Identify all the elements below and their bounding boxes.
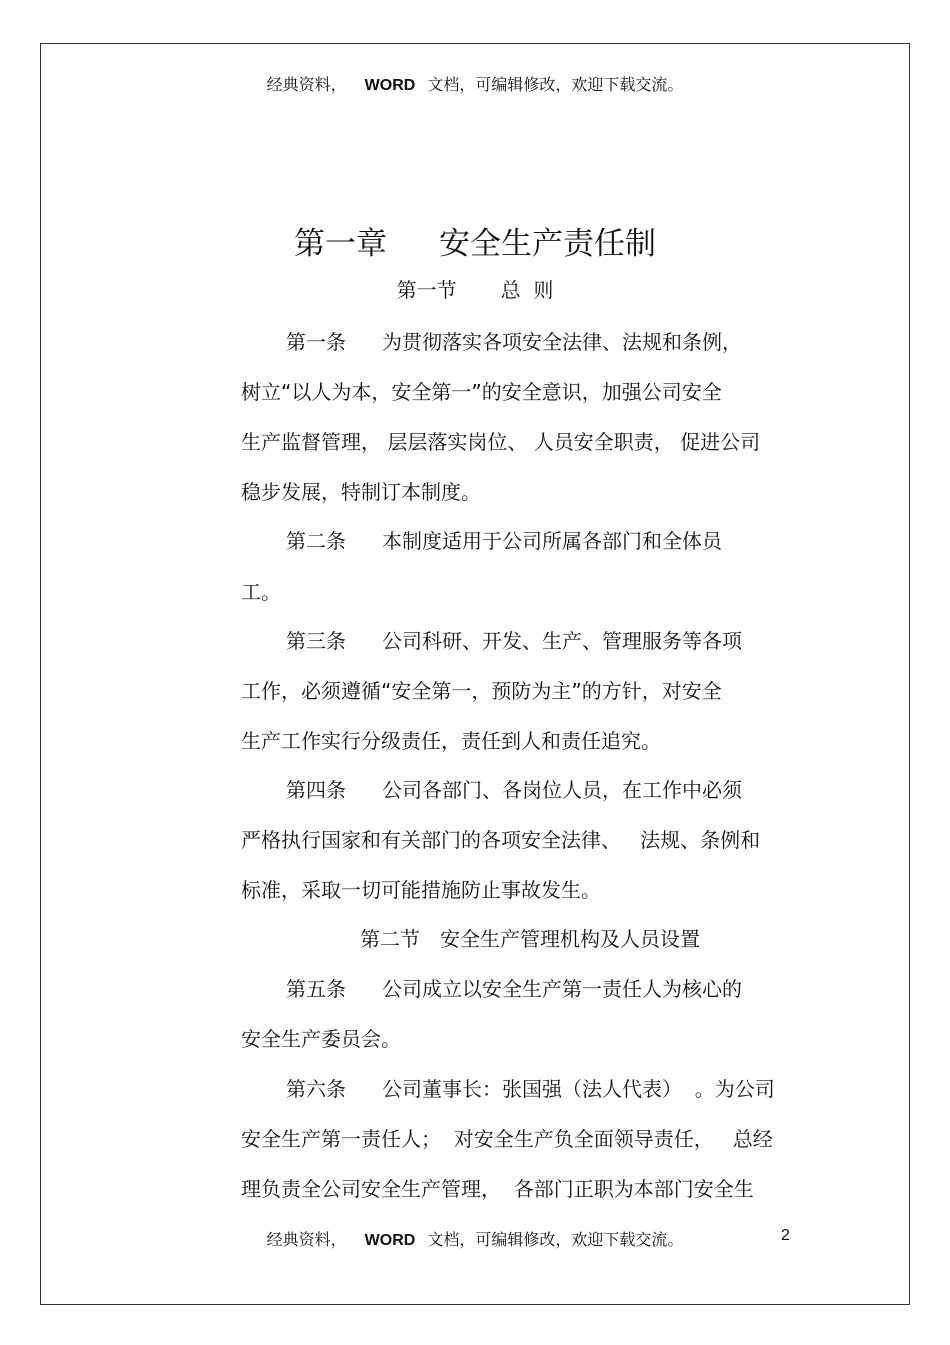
header-word: WORD xyxy=(364,77,416,94)
article-text: 公司科研、开发、生产、管理服务等各项 xyxy=(382,629,742,653)
section-heading-2 xyxy=(55,923,950,952)
article-6-line-3: 理负责全公司安全生产管理， 各部门正职为本部门安全生 xyxy=(241,1177,754,1201)
header-text-pre: 经典资料， xyxy=(266,75,347,94)
footer-word: WORD xyxy=(364,1232,416,1249)
article-label: 第三条 xyxy=(286,629,346,653)
article-3-line-2: 工作，必须遵循“安全第一，预防为主”的方针，对安全 xyxy=(241,679,722,703)
chapter-name: 安全生产责任制 xyxy=(439,226,656,262)
article-label: 第六条 xyxy=(286,1077,346,1101)
section-title: 总 则 xyxy=(500,278,554,302)
article-3-line-1 xyxy=(286,625,742,654)
article-text: 公司成立以安全生产第一责任人为核心的 xyxy=(382,977,742,1001)
footer-text-post: 文档，可编辑修改，欢迎下载交流。 xyxy=(427,1230,684,1249)
chapter-title xyxy=(0,218,950,263)
article-2-line-1 xyxy=(286,525,722,554)
section-title: 安全生产管理机构及人员设置 xyxy=(440,927,700,951)
article-2-line-2: 工。 xyxy=(241,580,281,604)
article-6-line-1 xyxy=(286,1073,775,1102)
article-1-line-2: 树立“以人为本，安全第一”的安全意识，加强公司安全 xyxy=(241,380,722,404)
article-5-line-1 xyxy=(286,973,742,1002)
page-number: 2 xyxy=(781,1227,790,1244)
article-3-line-3: 生产工作实行分级责任，责任到人和责任追究。 xyxy=(241,729,661,753)
article-4-line-1 xyxy=(286,774,742,803)
article-label: 第一条 xyxy=(286,330,346,354)
article-4-line-3: 标准，采取一切可能措施防止事故发生。 xyxy=(241,878,601,902)
article-text: 本制度适用于公司所属各部门和全体员 xyxy=(382,529,722,553)
article-label: 第四条 xyxy=(286,778,346,802)
article-label: 第五条 xyxy=(286,977,346,1001)
article-4-line-2: 严格执行国家和有关部门的各项安全法律、 法规、条例和 xyxy=(241,828,761,852)
article-5-line-2: 安全生产委员会。 xyxy=(241,1027,401,1051)
article-1-line-4: 稳步发展，特制订本制度。 xyxy=(241,480,481,504)
chapter-number: 第一章 xyxy=(294,226,387,262)
article-1-line-3: 生产监督管理， 层层落实岗位、 人员安全职责， 促进公司 xyxy=(241,430,761,454)
footer-text-pre: 经典资料， xyxy=(266,1230,347,1249)
article-text: 为贯彻落实各项安全法律、法规和条例， xyxy=(382,330,742,354)
article-label: 第二条 xyxy=(286,529,346,553)
page-footer xyxy=(0,1227,950,1250)
article-1-line-1 xyxy=(286,326,742,355)
header-text-post: 文档，可编辑修改，欢迎下载交流。 xyxy=(427,75,684,94)
page-header xyxy=(0,72,950,95)
article-6-line-2: 安全生产第一责任人； 对安全生产负全面领导责任， 总经 xyxy=(241,1127,773,1151)
article-text: 公司各部门、各岗位人员，在工作中必须 xyxy=(382,778,742,802)
article-text: 公司董事长：张国强（法人代表） 。为公司 xyxy=(382,1077,775,1101)
section-number: 第二节 xyxy=(360,927,420,951)
section-heading-1 xyxy=(0,274,950,303)
section-number: 第一节 xyxy=(396,278,457,302)
